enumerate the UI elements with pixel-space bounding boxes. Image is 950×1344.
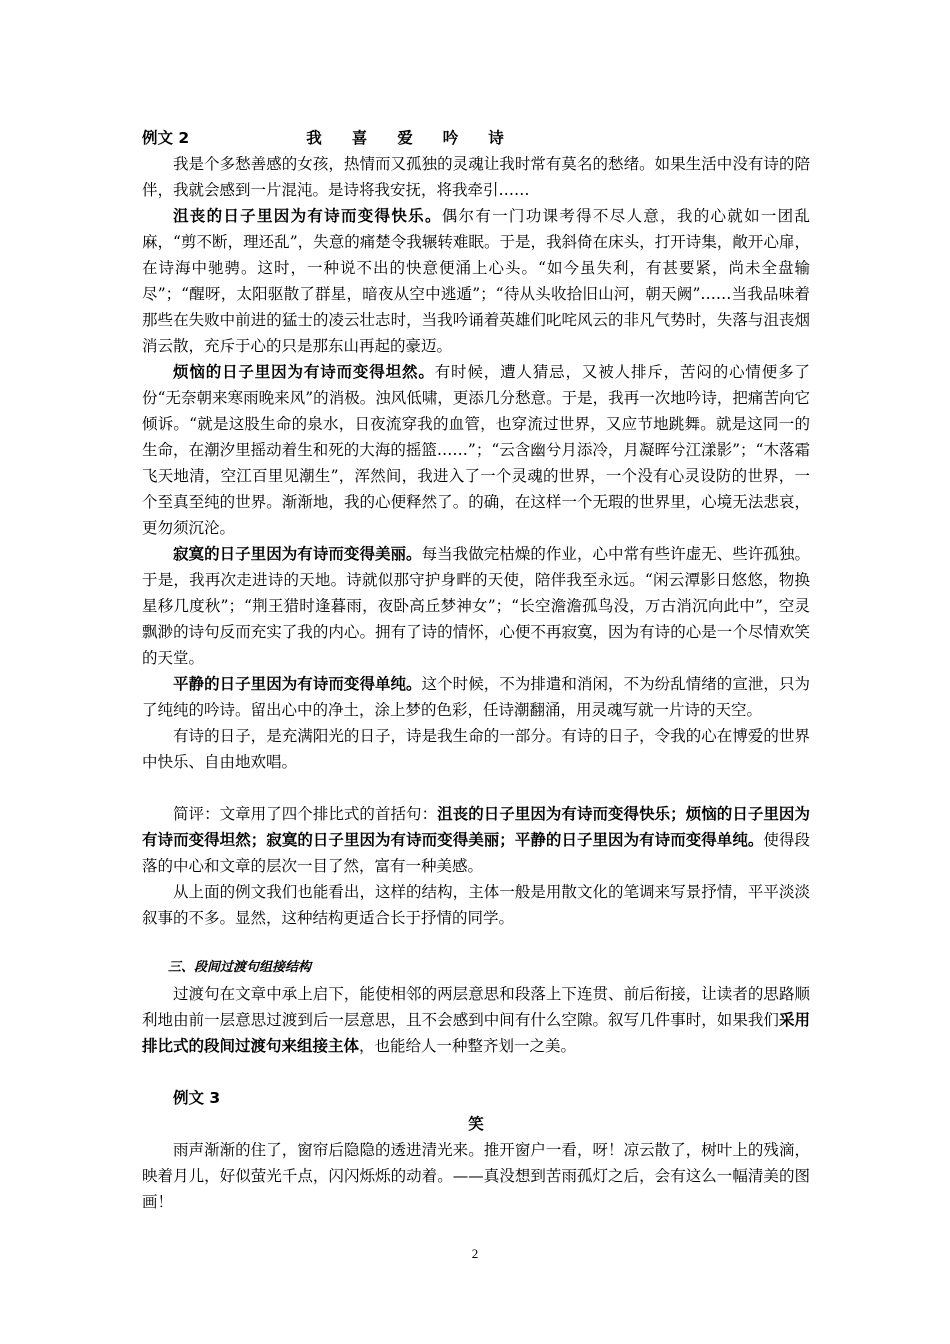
closing-paragraph: 有诗的日子，是充满阳光的日子，诗是我生命的一部分。有诗的日子，令我的心在博爱的世界中快乐、自由地欢唱。 [142,727,810,771]
intro-paragraph: 我是个多愁善感的女孩，热情而又孤独的灵魂让我时常有莫名的愁绪。如果生活中没有诗的陪伴，我就会感到一片混沌。是诗将我安抚，将我牵引…… [142,155,810,199]
comment-paragraph [142,801,810,879]
example2-label: 例文 2 [142,129,190,147]
paragraph-beauty [142,541,810,671]
section-3-heading: 三、段间过渡句组接结构 [168,960,312,975]
example3-paragraph: 雨声渐渐的住了，窗帘后隐隐的透进清光来。推开窗户一看，呀！凉云散了，树叶上的残滴，映着月儿，好似萤光千点，闪闪烁烁的动着。——真没想到苦雨孤灯之后，会有这么一幅清美的图画！ [142,1141,810,1211]
example3-title: 笑 [468,1114,484,1133]
comment-prefix: 简评：文章用了四个排比式的首括句： [173,805,438,823]
comment-sentence-1: 沮丧的日子里因为有诗而变得快乐； [437,804,686,823]
section-3-bold-phrase: 采用排比式的段间过渡句来组接主体 [142,1010,810,1055]
section-3-text-a: 过渡句在文章中承上启下，能使相邻的两层意思和段落上下连贯、前后衔接，让读者的思路顺利地由前一层意思过渡到后一层意思，且不会感到中间有什么空隙。叙写几件事时，如果我们 [142,985,810,1029]
paragraph-pure-text: 这个时候，不为排遣和消闲，不为纷乱情绪的宣泄，只为了纯纯的吟诗。留出心中的净土，涂上梦的色彩，任诗潮翻涌，用灵魂写就一片诗的天空。 [142,675,810,719]
paragraph-beauty-text: 每当我做完枯燥的作业，心中常有些许虚无、些许孤独。于是，我再次走进诗的天地。诗就似那守护身畔的天使，陪伴我至永远。“闲云潭影日悠悠，物换星移几度秋”；“荆王猎时逢暮雨，夜卧高丘梦神女”；“长空澹澹孤鸟没，万古消沉向此中”，空灵飘渺的诗句反而充实了我的内心。拥有了诗的情怀，心便不再寂寞，因为有诗的心是一个尽情欢笑的天堂。 [142,545,810,667]
spacer [142,1059,810,1085]
comment-sentence-2: 烦恼的日子里因为有诗而变得坦然； [142,804,810,849]
section-3-text-b: ，也能给人一种整齐划一之美。 [359,1037,577,1055]
comment-suffix: 使得段落的中心和文章的层次一目了然，富有一种美感。 [142,831,810,875]
paragraph-pure [142,671,810,723]
paragraph-calm-text: 有时候，遭人猜忌，又被人排斥，苦闷的心情便多了份“无奈朝来寒雨晚来风”的消极。浊风低啸，更添几分愁意。于是，我再一次地吟诗，把痛苦向它倾诉。“就是这股生命的泉水，日夜流穿我的血管，也穿流过世界，又应节地跳舞。就是这同一的生命，在潮汐里摇动着生和死的大海的摇篮……”；“云含幽兮月添冷，月凝晖兮江漾影”；“木落霜飞天地清，空江百里见潮生”，浑然间，我进入了一个灵魂的世界，一个没有心灵设防的世界，一个至真至纯的世界。渐渐地，我的心便释然了。的确，在这样一个无瑕的世界里，心境无法悲哀，更勿须沉沦。 [142,363,810,537]
page-number: 2 [471,1246,479,1261]
paragraph-joy-lead: 沮丧的日子里因为有诗而变得快乐。 [173,206,442,225]
paragraph-joy [142,203,810,359]
comment-sentence-3: 寂寞的日子里因为有诗而变得美丽； [266,830,515,849]
paragraph-calm [142,359,810,541]
paragraph-joy-text: 偶尔有一门功课考得不尽人意，我的心就如一团乱麻，“剪不断，理还乱”，失意的痛楚令我辗转难眠。于是，我斜倚在床头，打开诗集，敞开心扉，在诗海中驰骋。这时，一种说不出的快意便涌上心头。“如今虽失利，有甚要紧，尚未全盘输尽”；“醒呀，太阳驱散了群星，暗夜从空中逃遁”；“待从头收拾旧山河，朝天阙”……当我品味着那些在失败中前进的猛士的凌云壮志时，当我吟诵着英雄们叱咤风云的非凡气势时，失落与沮丧烟消云散，充斥于心的只是那东山再起的豪迈。 [142,207,810,355]
example2-heading [142,125,810,151]
section-3-paragraph [142,981,810,1059]
document-body [142,125,810,1215]
spacer [142,775,810,801]
paragraph-calm-lead: 烦恼的日子里因为有诗而变得坦然。 [173,362,435,381]
paragraph-beauty-lead: 寂寞的日子里因为有诗而变得美丽。 [173,544,422,563]
analysis-paragraph: 从上面的例文我们也能看出，这样的结构，主体一般是用散文化的笔调来写景抒情，平平淡淡叙事的不多。显然，这种结构更适合长于抒情的同学。 [142,883,810,927]
spacer [142,931,810,951]
example3-label: 例文 3 [173,1089,221,1107]
paragraph-pure-lead: 平静的日子里因为有诗而变得单纯。 [173,674,422,693]
comment-sentence-4: 平静的日子里因为有诗而变得单纯。 [514,830,764,849]
example2-title: 我喜爱吟诗 [306,128,534,147]
